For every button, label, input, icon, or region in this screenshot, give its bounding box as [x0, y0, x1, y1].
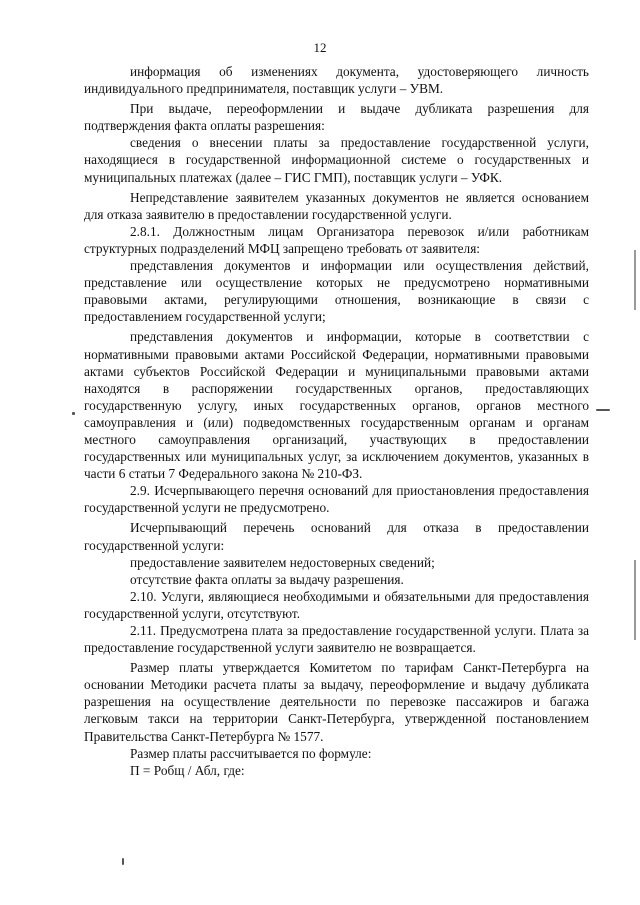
paragraph-15: Размер платы рассчитывается по формуле: [130, 745, 372, 761]
scan-speck [596, 409, 610, 411]
paragraph-8: 2.9. Исчерпывающего перечня оснований для приостановления предоставления государственной услуги не предусмотрено. [84, 483, 589, 516]
paragraph-1: информация об изменениях документа, удостоверяющего личность индивидуального предпринимателя, поставщик услуги – УВМ. [84, 64, 589, 97]
page-number: 12 [313, 40, 327, 55]
paragraph-7: представления документов и информации, которые в соответствии с нормативными правовыми актами Российской Федерации, нормативными правовыми актами субъектов Российской Федерации и муниципальными правовыми актами находятся в распоряжении государственных органов, предоставляющих государственную услугу, иных государственных органов, органов местного самоуправления и (или) подведомственных государственным органам и органам местного самоуправления организаций, участвующих в предоставлении государственных или муниципальных услуг, за исключением документов, указанных в части 6 статьи 7 Федерального закона № 210-ФЗ. [84, 329, 589, 482]
paragraph-4: Непредставление заявителем указанных документов не является основанием для отказа заявителю в предоставлении государственной услуги. [84, 189, 589, 222]
paragraph-9: Исчерпывающий перечень оснований для отказа в предоставлении государственной услуги: [84, 520, 589, 553]
paragraph-10: предоставление заявителем недостоверных сведений; [130, 554, 435, 570]
paragraph-2: При выдаче, переоформлении и выдаче дубликата разрешения для подтверждения факта оплаты разрешения: [84, 101, 589, 134]
paragraph-3: сведения о внесении платы за предоставление государственной услуги, находящиеся в государственной информационной системе о государственных и муниципальных платежах (далее – ГИС ГМП), поставщик услуги – УФК. [84, 135, 589, 185]
document-body [84, 63, 589, 779]
scan-speck [72, 412, 75, 415]
paragraph-13: 2.11. Предусмотрена плата за предоставление государственной услуги. Плата за предоставление государственной услуги заявителю не возвращается. [84, 623, 589, 656]
paragraph-14: Размер платы утверждается Комитетом по тарифам Санкт-Петербурга на основании Методики расчета платы за выдачу, переоформление и выдачу дубликата разрешения на осуществление деятельности по перевозке пассажиров и багажа легковым такси на территории Санкт-Петербурга, утвержденной постановлением Правительства Санкт-Петербурга № 1577. [84, 660, 589, 744]
paragraph-5: 2.8.1. Должностным лицам Организатора перевозок и/или работникам структурных подразделений МФЦ запрещено требовать от заявителя: [84, 223, 589, 256]
paragraph-16: П = Робщ / Абл, где: [130, 762, 245, 778]
scan-speck [122, 858, 124, 865]
paragraph-6: представления документов и информации или осуществления действий, представление или осуществление которых не предусмотрено нормативными правовыми актами, регулирующими отношения, возникающие в связи с предоставлением государственной услуги; [84, 258, 589, 325]
paragraph-12: 2.10. Услуги, являющиеся необходимыми и обязательными для предоставления государственной услуги, отсутствуют. [84, 588, 589, 621]
paragraph-11: отсутствие факта оплаты за выдачу разрешения. [130, 571, 404, 587]
scan-edge-mark [634, 560, 636, 640]
scan-edge-mark [634, 250, 636, 310]
